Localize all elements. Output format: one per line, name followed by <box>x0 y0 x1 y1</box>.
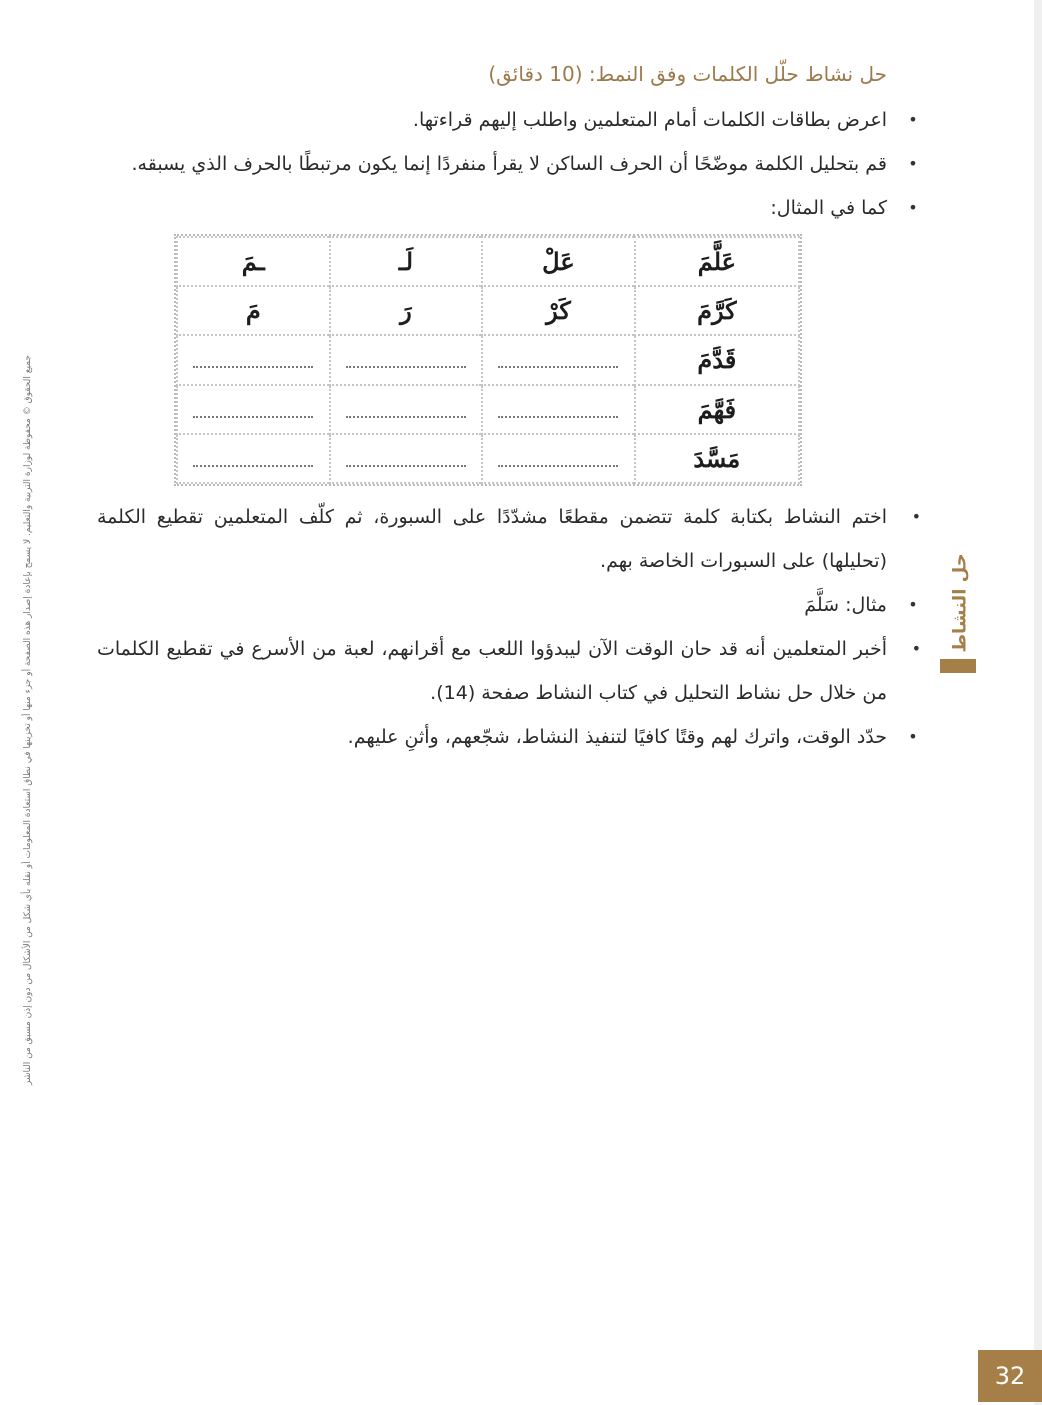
blank-line <box>193 459 313 467</box>
table-cell-word: عَلَّمَ <box>635 237 799 286</box>
table-cell-word: كَرَّمَ <box>635 286 799 335</box>
list-item-text: قم بتحليل الكلمة موضّحًا أن الحرف الساكن لا يقرأ منفردًا إنما يكون مرتبطًا بالحرف الذي يسبقه. <box>131 153 887 175</box>
table-cell-word: مَسَّدَ <box>635 434 799 483</box>
table-cell-part: عَلْ <box>482 237 635 286</box>
table-cell-blank <box>482 335 635 384</box>
syllable-table <box>174 234 802 486</box>
page-edge <box>1034 0 1042 1405</box>
table-cell-part: رَ <box>330 286 483 335</box>
table-row <box>177 286 799 335</box>
table-cell-part: لَـ <box>330 237 483 286</box>
table-row <box>177 335 799 384</box>
table-cell-word: قَدَّمَ <box>635 335 799 384</box>
list-item <box>97 627 921 715</box>
list-item-text: اعرض بطاقات الكلمات أمام المتعلمين واطلب إليهم قراءتها. <box>412 109 887 131</box>
table-cell-word: فَهَّمَ <box>635 385 799 434</box>
list-item-text: كما في المثال: <box>770 197 887 219</box>
syllable-table-grid <box>176 236 800 484</box>
page-number: 32 <box>978 1350 1042 1402</box>
list-item-text: مثال: سَلَّمَ <box>804 594 887 616</box>
table-cell-blank <box>482 434 635 483</box>
copyright-notice: جميع الحقوق © محفوظة لوزارة التربية والتعليم. لا يسمح بإعادة إصدار هذه الصفحة أو جزء منها أو تخزينها في نطاق استعادة المعلومات أو نقله بأي شكل من الأشكال من دون إذن مسبق من الناشر <box>23 355 33 1085</box>
list-item <box>187 186 918 230</box>
blank-line <box>193 410 313 418</box>
list-item <box>187 98 918 142</box>
blank-line <box>498 360 618 368</box>
list-item <box>187 583 918 627</box>
table-cell-part: ـمَ <box>177 237 330 286</box>
blank-line <box>346 360 466 368</box>
blank-line <box>346 459 466 467</box>
table-cell-blank <box>177 434 330 483</box>
bullet-icon: • <box>908 154 918 173</box>
list-item <box>87 142 918 186</box>
table-cell-blank <box>330 434 483 483</box>
table-cell-blank <box>177 385 330 434</box>
blank-line <box>498 459 618 467</box>
blank-line <box>193 360 313 368</box>
table-cell-blank <box>330 385 483 434</box>
table-cell-blank <box>177 335 330 384</box>
side-tab-bar <box>940 659 976 673</box>
blank-line <box>498 410 618 418</box>
list-item <box>97 495 921 583</box>
list-item-text: اختم النشاط بكتابة كلمة تتضمن مقطعًا مشدّدًا على السبورة، ثم كلّف المتعلمين تقطيع الكلمة (تحليلها) على السبورات الخاصة بهم. <box>97 506 887 572</box>
list-item-text: أخبر المتعلمين أنه قد حان الوقت الآن ليبدؤوا اللعب مع أقرانهم، لعبة من الأسرع في تقطيع الكلمات من خلال حل نشاط التحليل في كتاب النشاط صفحة (14). <box>97 638 887 704</box>
bullet-icon: • <box>911 507 921 526</box>
bullet-icon: • <box>908 110 918 129</box>
bullet-icon: • <box>908 198 918 217</box>
table-row <box>177 237 799 286</box>
table-cell-blank <box>482 385 635 434</box>
list-item <box>187 715 918 759</box>
bullet-icon: • <box>911 639 921 658</box>
table-cell-part: مَ <box>177 286 330 335</box>
list-item-text: حدّد الوقت، واترك لهم وقتًا كافيًا لتنفيذ النشاط، شجّعهم، وأثنِ عليهم. <box>347 726 887 748</box>
table-row <box>177 434 799 483</box>
table-cell-part: كَرْ <box>482 286 635 335</box>
section-heading: حل نشاط حلّل الكلمات وفق النمط: (10 دقائق) <box>488 62 887 86</box>
blank-line <box>346 410 466 418</box>
table-row <box>177 385 799 434</box>
bullet-icon: • <box>908 727 918 746</box>
bullet-icon: • <box>908 595 918 614</box>
side-tab-label: حل النشاط <box>949 553 971 653</box>
side-tab <box>940 555 980 673</box>
table-cell-blank <box>330 335 483 384</box>
